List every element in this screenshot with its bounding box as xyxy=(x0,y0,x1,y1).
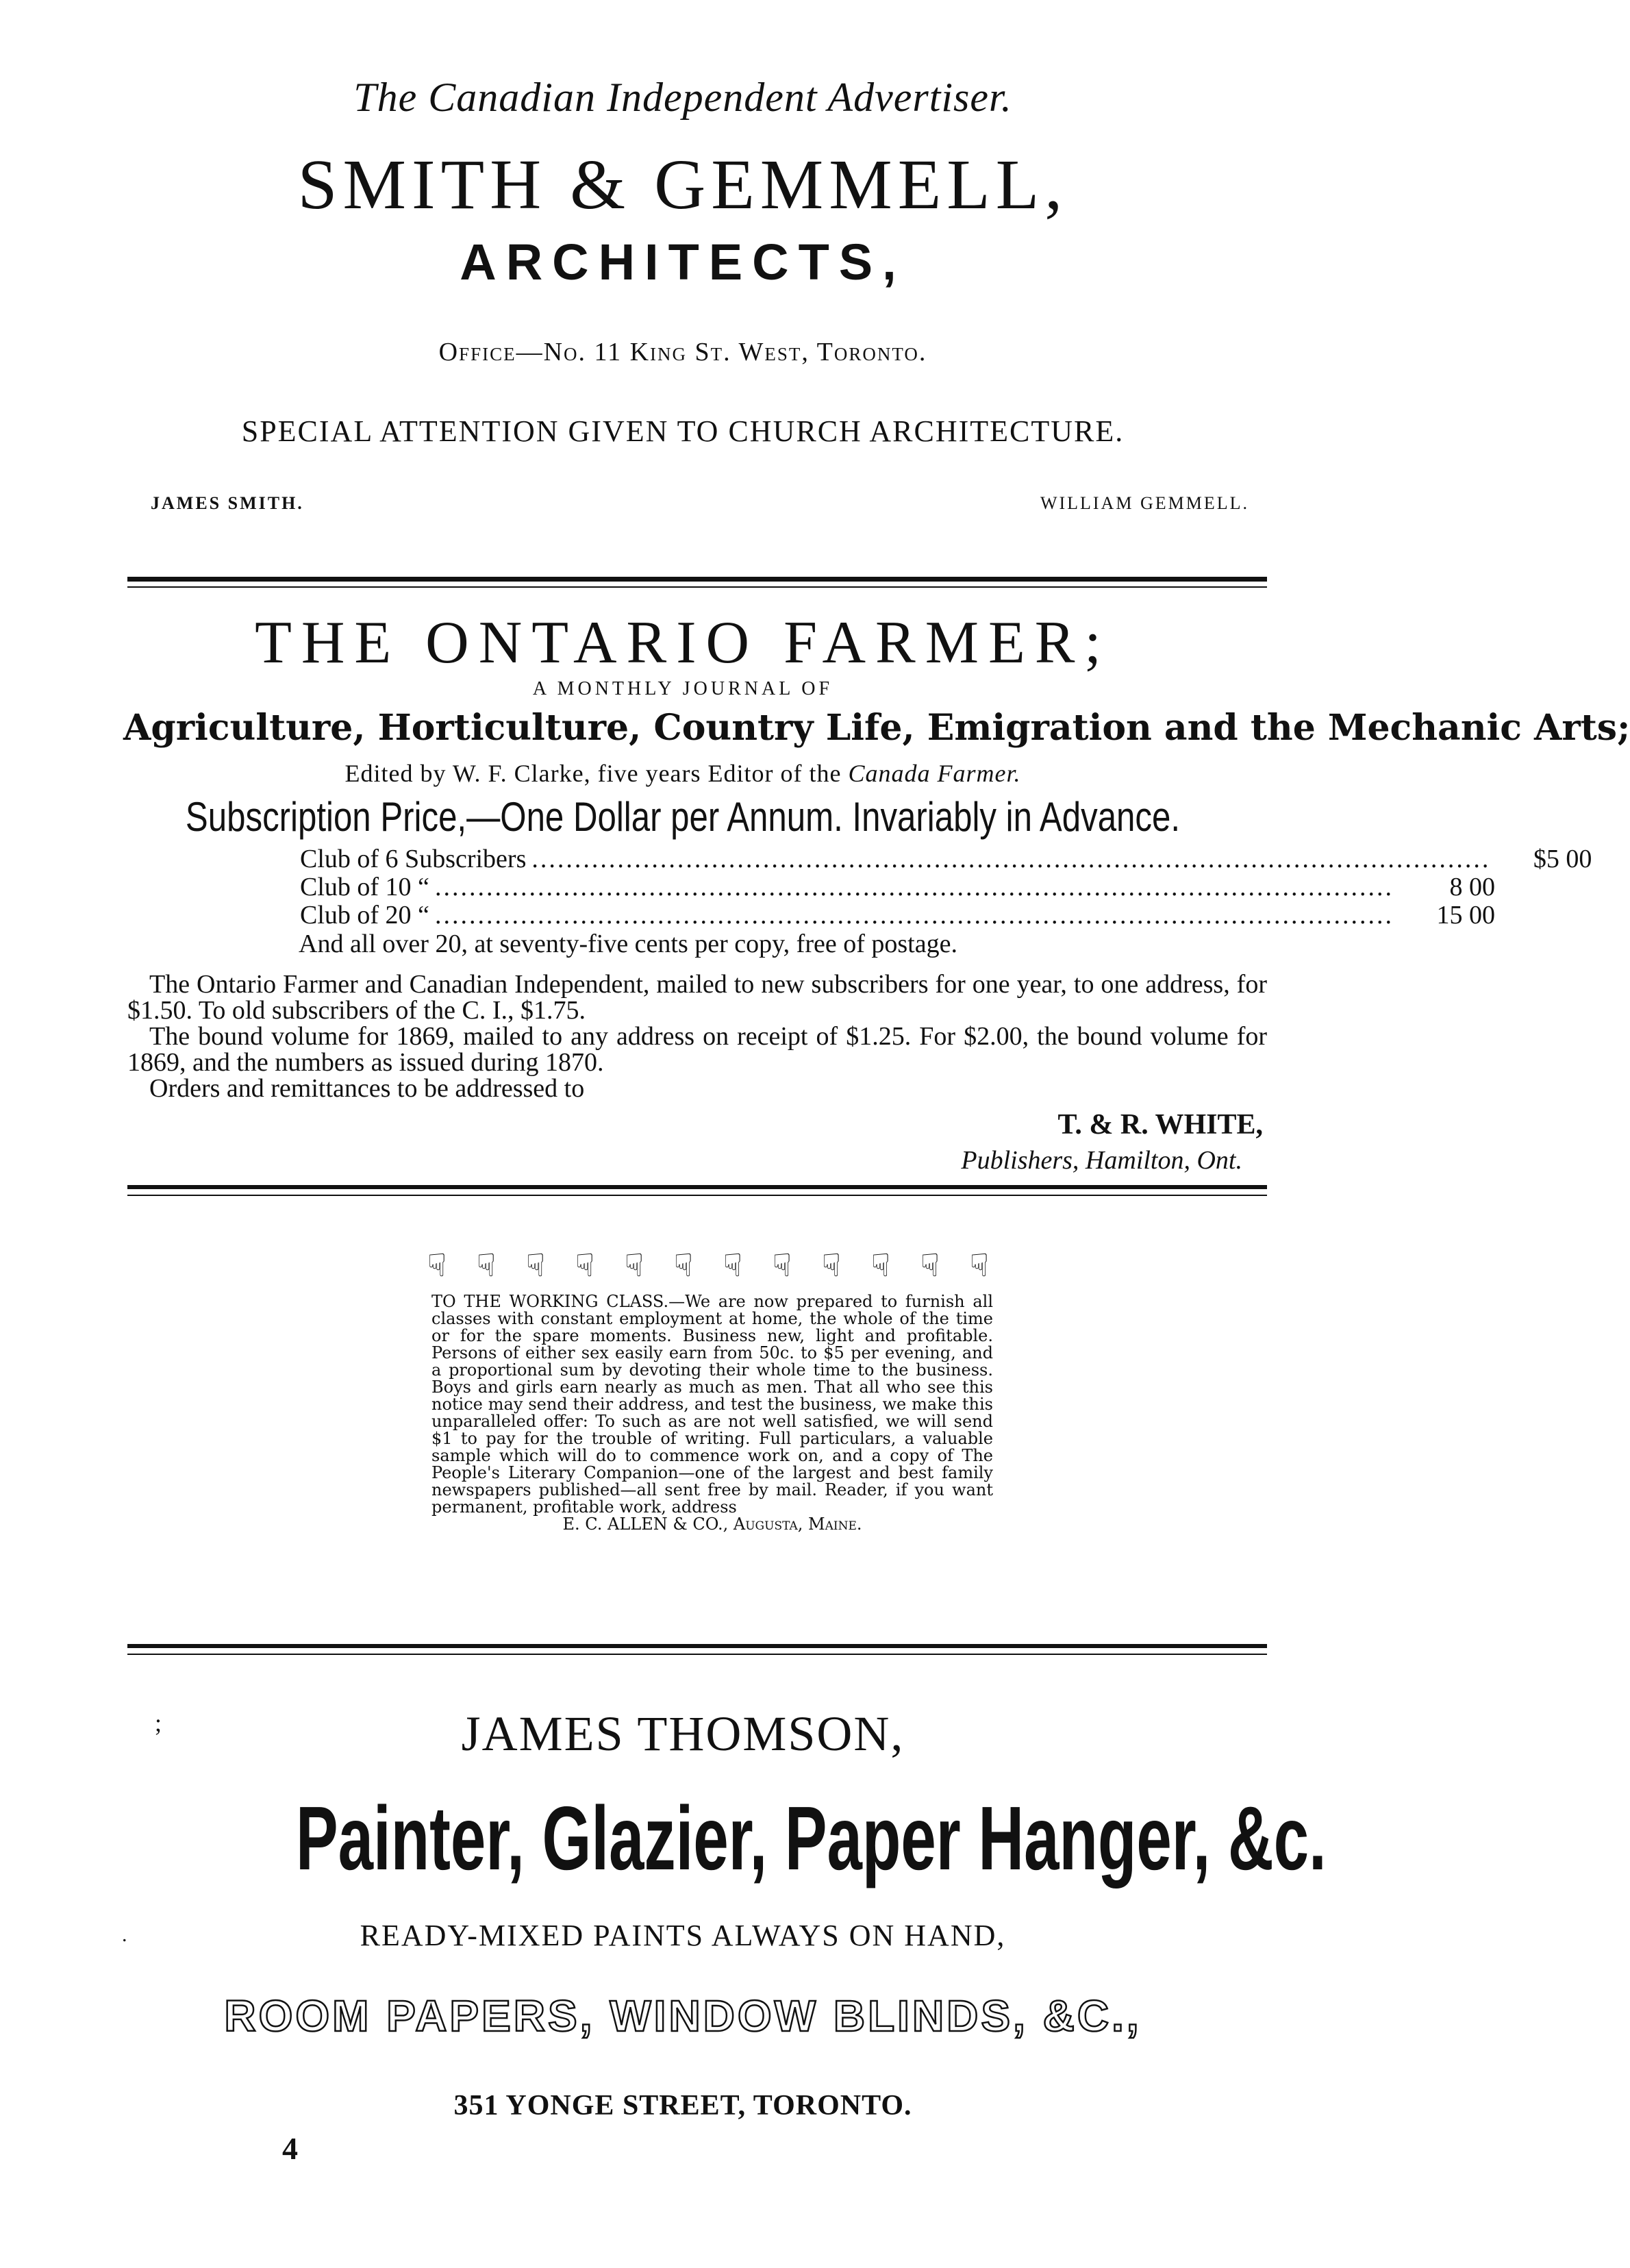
thomson-address: 351 YONGE STREET, TORONTO. xyxy=(453,2090,912,2121)
farmer-editor-text: Edited by W. F. Clarke, five years Editor of the xyxy=(344,760,849,787)
farmer-editor-paper: Canada Farmer. xyxy=(848,760,1021,787)
pointing-hand-icon: ☟ xyxy=(920,1248,940,1283)
pointing-hand-icon: ☟ xyxy=(673,1248,693,1283)
farmer-editor-line xyxy=(0,759,1366,788)
leader-dots: ................................................................................................................ xyxy=(434,901,1394,930)
club-price: 15 00 xyxy=(1436,901,1495,930)
club-label: Club of 6 Subscribers xyxy=(300,845,527,873)
farmer-publisher-place: Publishers, Hamilton, Ont. xyxy=(961,1146,1242,1175)
divider-rule xyxy=(127,586,1267,588)
club-price: 8 00 xyxy=(1449,873,1495,901)
farmer-body xyxy=(127,971,1267,1101)
thomson-name: JAMES THOMSON, xyxy=(461,1706,905,1761)
divider-rule xyxy=(127,1195,1267,1196)
farmer-over20-note: And all over 20, at seventy-five cents per copy, free of postage. xyxy=(299,930,957,958)
notice-body: TO THE WORKING CLASS.—We are now prepared to furnish all classes with constant employment at home, the whole of the time or for the spare moments. Business new, light and profitable. Persons of either sex easily earn from 50c. to $5 per evening, and a proportional sum by devoting their whole time to the business. Boys and girls earn nearly as much as men. That all who see this notice may send their address, and test the business, we make this unparalleled offer: To such as are not well satisfied, we will send $1 to pay for the trouble of writing. Full particulars, a valuable sample which will do to commence work on, and a copy of The People's Literary Companion—one of the largest and best family newspapers published—all sent free by mail. Reader, if you want permanent, profitable work, address xyxy=(431,1292,993,1517)
club-price: $5 00 xyxy=(1533,845,1592,873)
farmer-paragraph: The Ontario Farmer and Canadian Independent, mailed to new subscribers for one year, to one address, for $1.50. To old subscribers of the C. I., $1.75. xyxy=(127,970,1267,1025)
farmer-price-line: Subscription Price,—One Dollar per Annum. Invariably in Advance. xyxy=(185,794,1181,840)
thomson-rooms-line: ROOM PAPERS, WINDOW BLINDS, &C., xyxy=(224,1991,1142,2041)
club-row xyxy=(300,900,1495,930)
leader-dots: ................................................................................................................ xyxy=(531,845,1491,873)
club-row xyxy=(300,844,1592,874)
divider-rule xyxy=(127,577,1267,582)
pointing-hand-icon: ☟ xyxy=(525,1248,545,1283)
firm-profession: ARCHITECTS, xyxy=(460,234,906,290)
partner-name-left: JAMES SMITH. xyxy=(151,493,304,513)
pointing-hand-icon: ☟ xyxy=(969,1248,989,1283)
pointing-hand-icon: ☟ xyxy=(772,1248,792,1283)
divider-rule xyxy=(127,1654,1267,1655)
pointing-hands-row xyxy=(427,1247,989,1284)
notice-signature: E. C. ALLEN & CO., Augusta, Maine. xyxy=(562,1515,862,1534)
farmer-publisher: T. & R. WHITE, xyxy=(1057,1109,1263,1141)
farmer-paragraph: The bound volume for 1869, mailed to any address on receipt of $1.25. For $2.00, the bound volume for 1869, and the numbers as issued during 1870. xyxy=(127,1022,1267,1077)
pointing-hand-icon: ☟ xyxy=(575,1248,594,1283)
pointing-hand-icon: ☟ xyxy=(870,1248,890,1283)
journal-title: The Canadian Independent Advertiser. xyxy=(353,75,1012,120)
club-row xyxy=(300,872,1495,902)
thomson-paints-line: READY-MIXED PAINTS ALWAYS ON HAND, xyxy=(360,1919,1006,1952)
pointing-hand-icon: ☟ xyxy=(427,1248,447,1283)
leader-dots: ................................................................................................................ xyxy=(434,873,1394,901)
stray-mark: ; xyxy=(155,1709,162,1736)
farmer-subjects: Agriculture, Horticulture, Country Life, Emigration and the Mechanic Arts; xyxy=(123,707,1630,749)
farmer-subtitle: A MONTHLY JOURNAL OF xyxy=(532,678,833,699)
partner-name-right: WILLIAM GEMMELL. xyxy=(1040,493,1249,513)
working-class-notice xyxy=(431,1293,993,1533)
pointing-hand-icon: ☟ xyxy=(821,1248,841,1283)
farmer-paragraph: Orders and remittances to be addressed to xyxy=(149,1074,585,1103)
pointing-hand-icon: ☟ xyxy=(624,1248,644,1283)
firm-office-address: Office—No. 11 King St. West, Toronto. xyxy=(438,338,927,366)
divider-rule xyxy=(127,1185,1267,1189)
firm-special-note: SPECIAL ATTENTION GIVEN TO CHURCH ARCHITECTURE. xyxy=(241,414,1125,448)
pointing-hand-icon: ☟ xyxy=(476,1248,496,1283)
thomson-trade: Painter, Glazier, Paper Hanger, &c. xyxy=(296,1788,1327,1889)
club-label: Club of 10 “ xyxy=(300,873,429,901)
stray-mark: . xyxy=(122,1923,127,1946)
divider-rule xyxy=(127,1644,1267,1648)
farmer-title: THE ONTARIO FARMER; xyxy=(255,610,1111,676)
page-number: 4 xyxy=(282,2131,298,2166)
firm-name: SMITH & GEMMELL, xyxy=(297,145,1068,224)
club-label: Club of 20 “ xyxy=(300,901,429,930)
pointing-hand-icon: ☟ xyxy=(723,1248,742,1283)
